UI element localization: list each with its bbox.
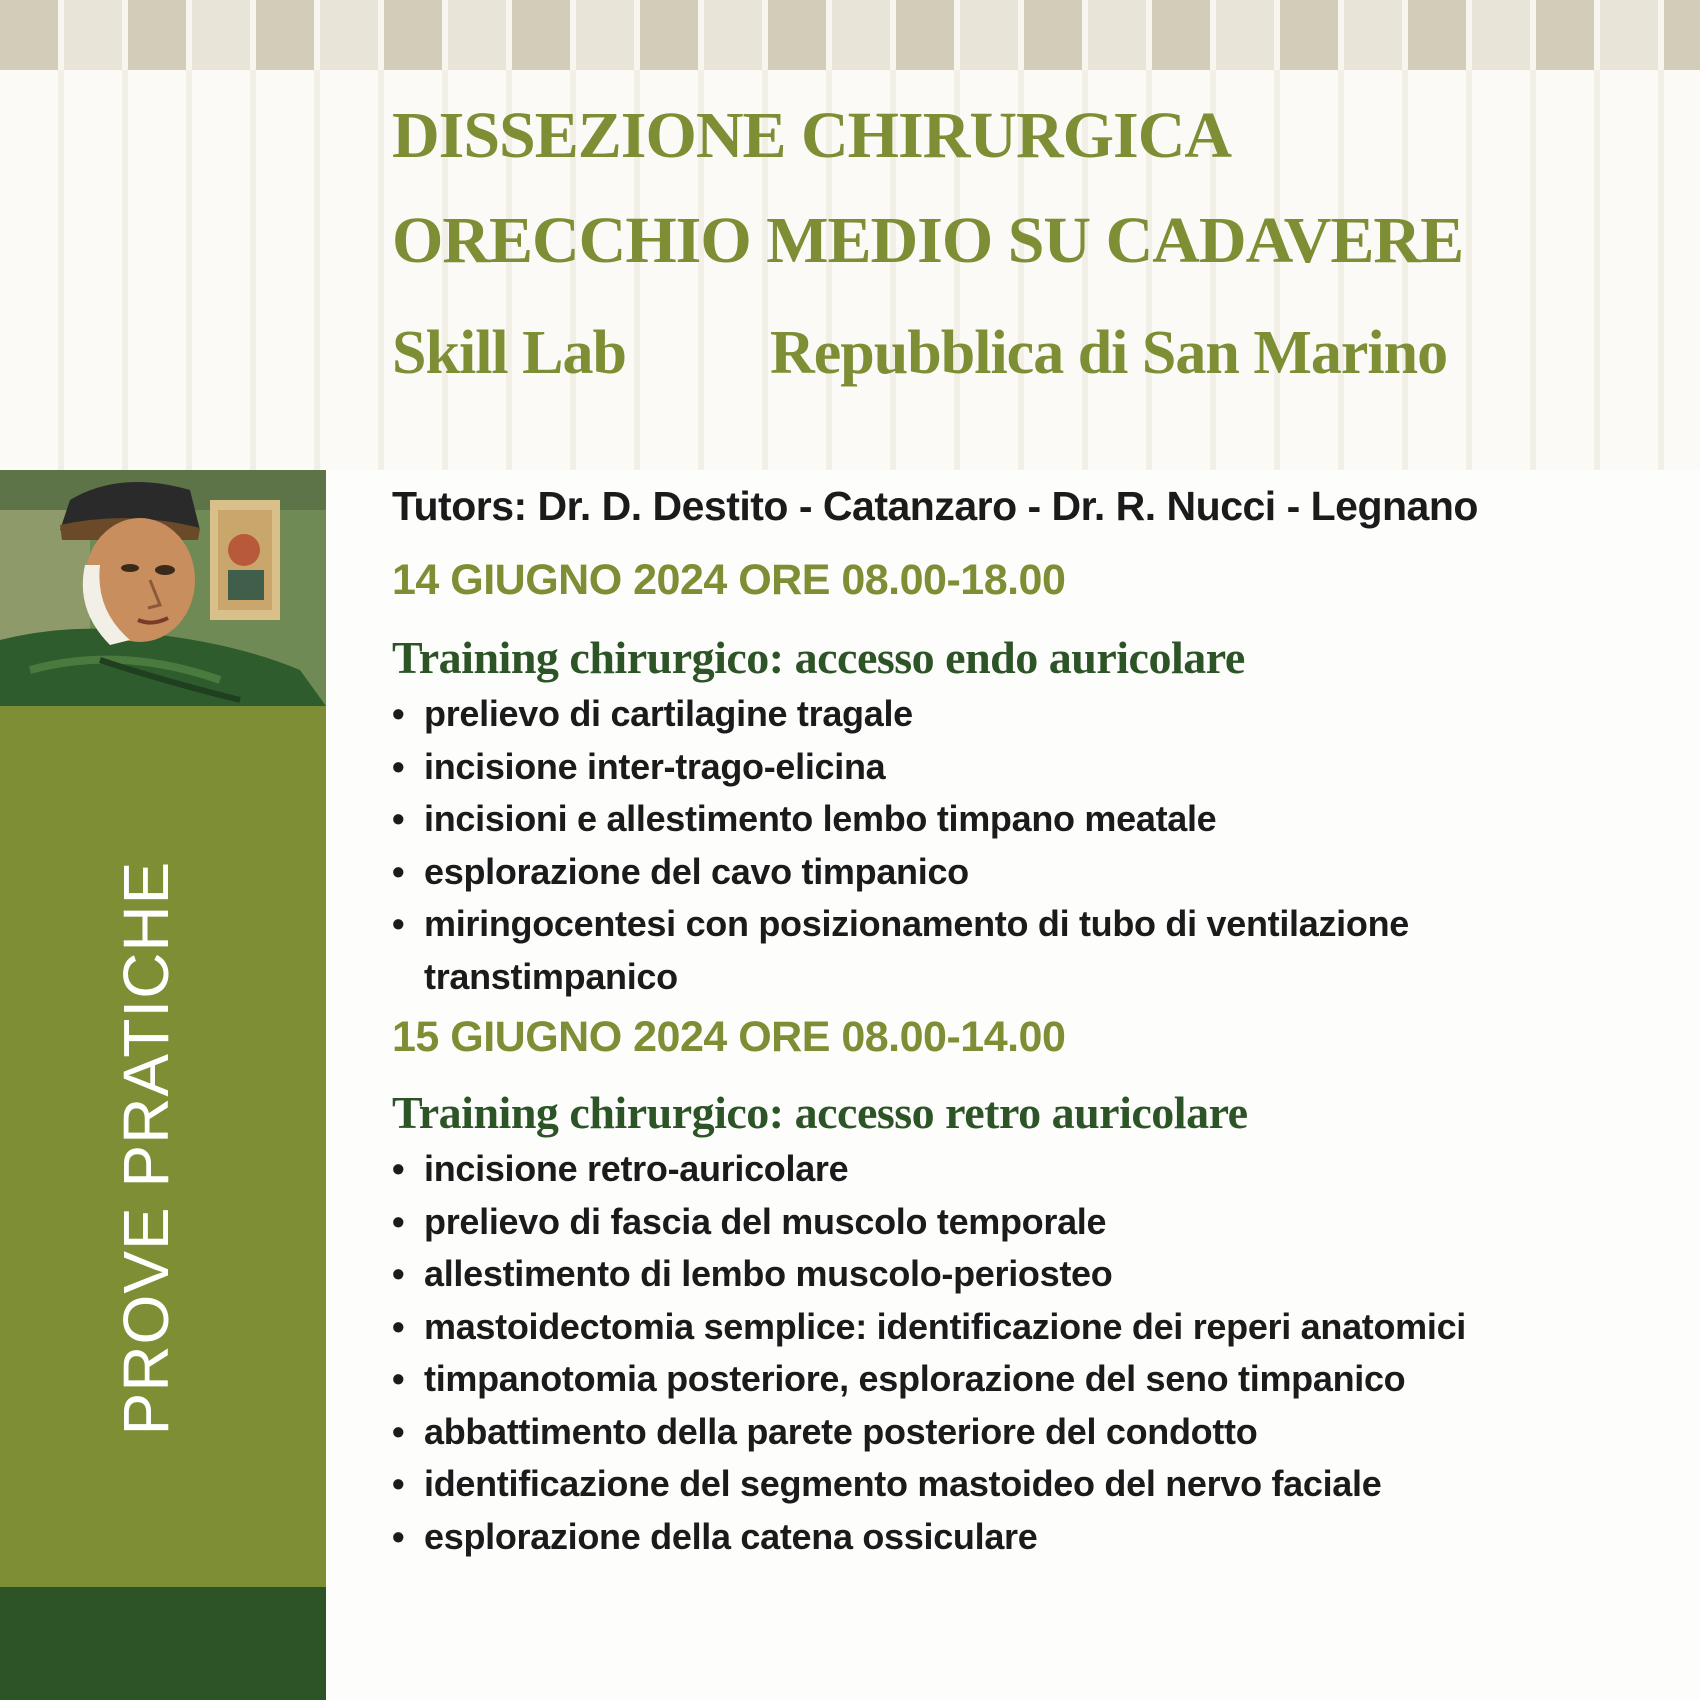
portrait-painting xyxy=(0,470,326,706)
list-item: • incisione retro-auricolare xyxy=(392,1143,1524,1196)
list-item: • prelievo di fascia del muscolo temporale xyxy=(392,1196,1524,1249)
list-item: • esplorazione del cavo timpanico xyxy=(392,846,1524,899)
list-item: • abbattimento della parete posteriore del condotto xyxy=(392,1406,1524,1459)
side-label: PROVE PRATICHE xyxy=(110,860,182,1436)
title-line-1: DISSEZIONE CHIRURGICA xyxy=(392,99,1232,172)
list-item: • timpanotomia posteriore, esplorazione del seno timpanico xyxy=(392,1353,1524,1406)
title-line-2: ORECCHIO MEDIO SU CADAVERE xyxy=(392,204,1464,277)
list-item: • identificazione del segmento mastoideo del nervo faciale xyxy=(392,1458,1524,1511)
list-item: • incisione inter-trago-elicina xyxy=(392,741,1524,794)
subtitle-left: Skill Lab xyxy=(392,319,626,387)
tutors-line: Tutors: Dr. D. Destito - Catanzaro - Dr. R. Nucci - Legnano xyxy=(392,483,1478,529)
day1-date: 14 GIUGNO 2024 ORE 08.00-18.00 xyxy=(392,556,1066,604)
list-item: • miringocentesi con posizionamento di tubo di ventilazione transtimpanico xyxy=(392,898,1524,1003)
day1-training-title: Training chirurgico: accesso endo auricolare xyxy=(392,632,1245,683)
side-footer xyxy=(0,1587,326,1700)
list-item: • esplorazione della catena ossiculare xyxy=(392,1511,1524,1564)
list-item: • allestimento di lembo muscolo-periosteo xyxy=(392,1248,1524,1301)
day1-item-list xyxy=(392,688,1682,1003)
subtitle-right: Repubblica di San Marino xyxy=(770,319,1448,387)
list-item: • mastoidectomia semplice: identificazione dei reperi anatomici xyxy=(392,1301,1524,1354)
day2-item-list xyxy=(392,1143,1682,1563)
program-content xyxy=(392,480,1682,1563)
list-item: • prelievo di cartilagine tragale xyxy=(392,688,1524,741)
day2-training-title: Training chirurgico: accesso retro auricolare xyxy=(392,1087,1248,1138)
day2-date: 15 GIUGNO 2024 ORE 08.00-14.00 xyxy=(392,1013,1066,1061)
list-item: • incisioni e allestimento lembo timpano meatale xyxy=(392,793,1524,846)
top-decorative-band xyxy=(0,0,1700,70)
